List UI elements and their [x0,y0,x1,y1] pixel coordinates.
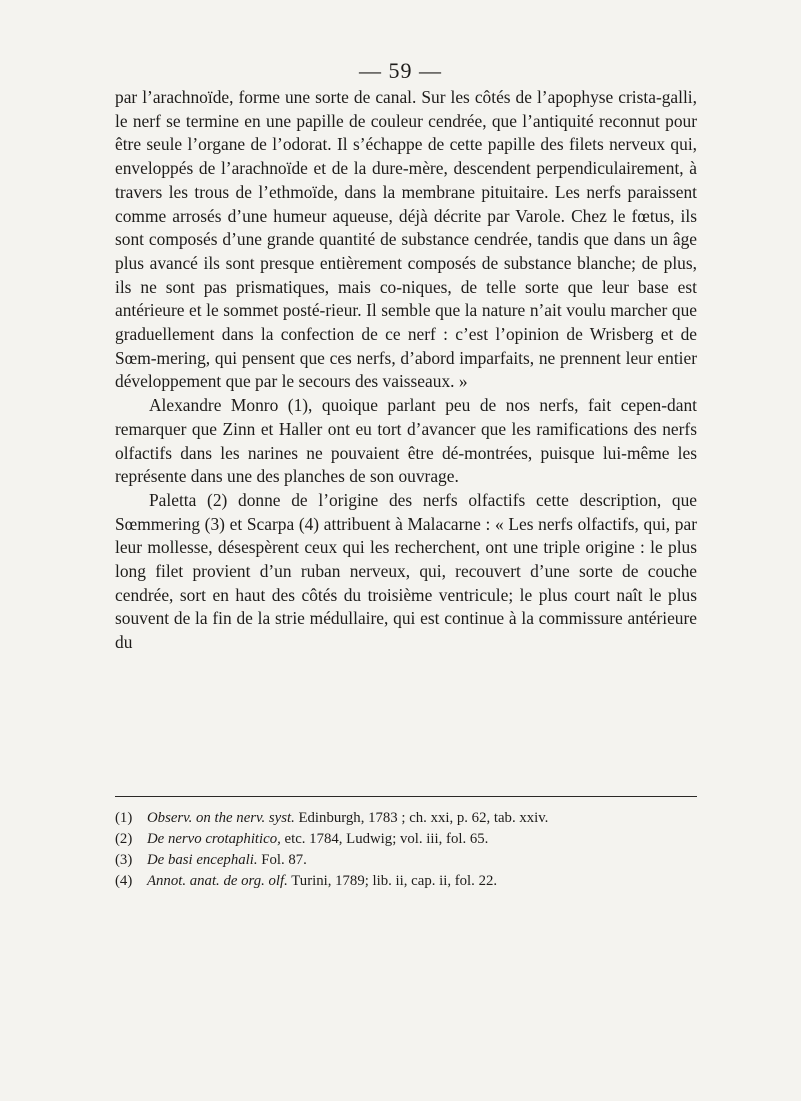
footnote-1 [115,808,697,829]
footnote-number: (3) [115,852,133,868]
footnote-title: De basi encephali. [147,852,258,868]
footnote-detail: Turini, 1789; lib. ii, cap. ii, fol. 22. [287,873,498,889]
page-number: — 59 — [359,58,442,83]
footnote-3 [115,850,697,871]
footnotes [115,808,697,892]
body-text [115,86,697,655]
paragraph-1: par l’arachnoïde, forme une sorte de canal. Sur les côtés de l’apophyse crista-galli, le nerf se termine en une papille de couleur cendrée, que l’antiquité reconnut pour être seule l’organe de l’odorat. Il s’échappe de cette papille des filets nerveux qui, enveloppés de l’arachnoïde et de la dure-mère, descendent perpendiculairement, à travers les trous de l’ethmoïde, dans la membrane pituitaire. Les nerfs paraissent comme arrosés d’une humeur aqueuse, déjà décrite par Varole. Chez le fœtus, ils sont composés d’une grande quantité de substance cendrée, tandis que dans un âge plus avancé ils sont presque entièrement composés de substance blanche; de plus, ils ne sont pas prismatiques, mais co-niques, de telle sorte que leur base est antérieure et le sommet posté-rieur. Il semble que la nature n’ait voulu marcher que graduellement dans la confection de ce nerf : c’est l’opinion de Wrisberg et de Sœm-mering, qui pensent que ces nerfs, d’abord imparfaits, ne prennent leur entier développement que par le secours des vaisseaux. » [115,87,697,392]
paragraph-2: Alexandre Monro (1), quoique parlant peu de nos nerfs, fait cepen-dant remarquer que Zinn et Haller ont eu tort d’avancer que les ramifications des nerfs olfactifs dans les narines ne pouvaient être dé-montrées, puisque lui-même les représente dans une des planches de son ouvrage. [115,395,697,487]
footnote-2 [115,829,697,850]
footnote-detail: Fol. 87. [257,852,307,868]
footnote-title: Observ. on the nerv. syst. [147,810,295,826]
footnote-title: De nervo crotaphitico, [147,831,281,847]
footnote-detail: etc. 1784, Ludwig; vol. iii, fol. 65. [280,831,489,847]
footnote-title: Annot. anat. de org. olf. [147,873,288,889]
footnote-number: (4) [115,873,133,889]
footnote-number: (1) [115,810,133,826]
footnote-4 [115,871,697,892]
footnote-separator [115,796,697,797]
footnote-detail: Edinburgh, 1783 ; ch. xxi, p. 62, tab. xxiv. [294,810,549,826]
footnote-number: (2) [115,831,133,847]
paragraph-3: Paletta (2) donne de l’origine des nerfs olfactifs cette description, que Sœmmering (3) et Scarpa (4) attribuent à Malacarne : « Les nerfs olfactifs, qui, par leur mollesse, désespèrent ceux qui les recherchent, ont une triple origine : le plus long filet provient d’un ruban nerveux, qui, recouvert d’une sorte de couche cendrée, sort en haut des côtés du troisième ventricule; le plus court naît le plus souvent de la fin de la strie médullaire, qui est continue à la commissure antérieure du [115,489,697,653]
